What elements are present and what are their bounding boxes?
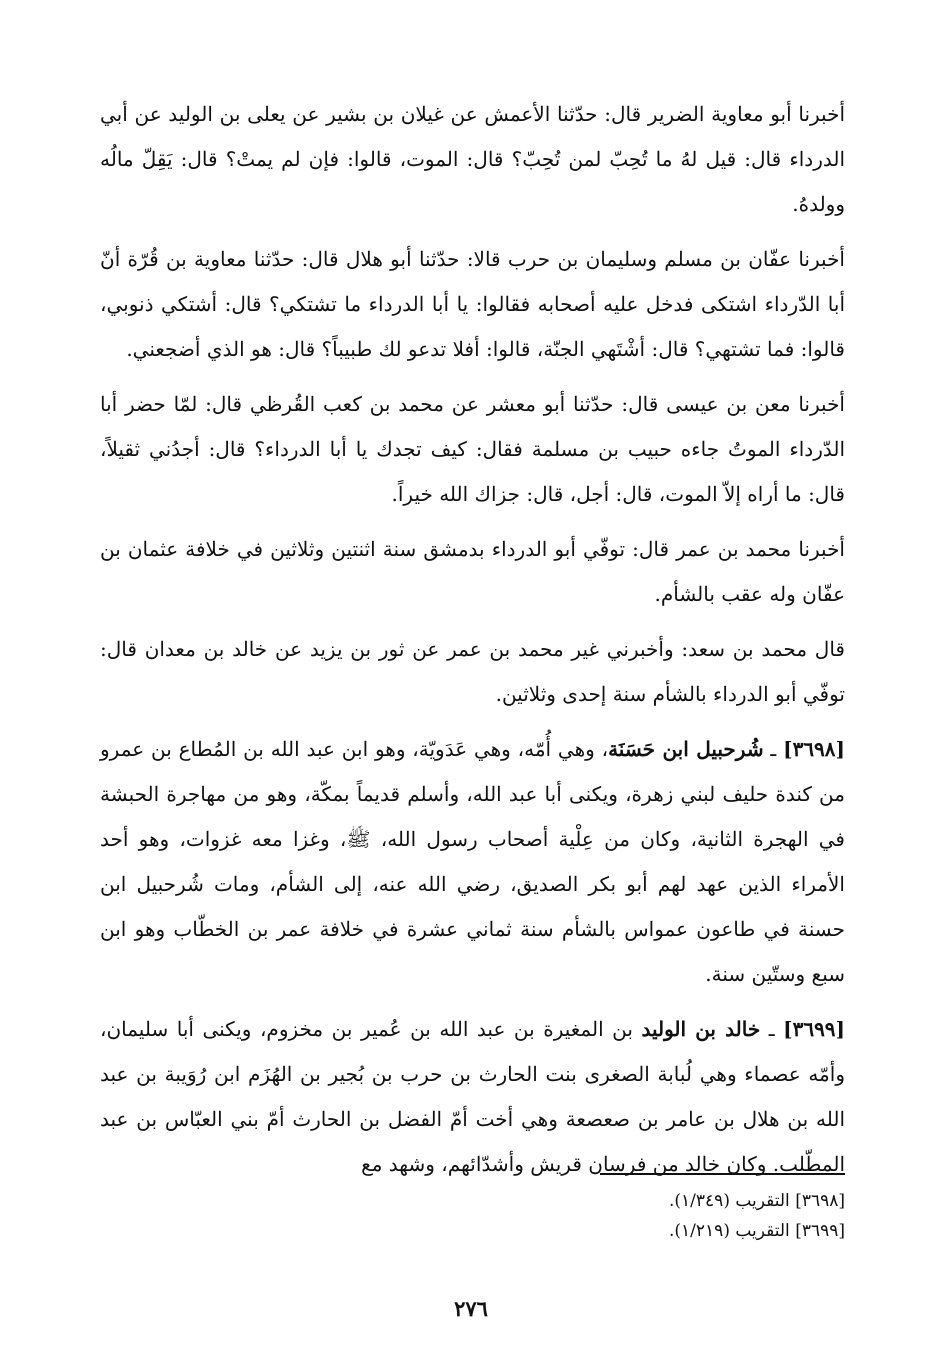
page-number: ٢٧٦ [454, 1296, 488, 1321]
paragraph-abu-muawiya: أخبرنا أبو معاوية الضرير قال: حدّثنا الأعمش عن غيلان بن بشير عن يعلى بن الوليد عن أبي الدرداء قال: قيل لهُ ما تُحِبّ لمن تُحِبّ؟ قال: الموت، قالوا: فإن لم يمتْ؟ قال: يَقِلّ مالُه وولدهُ. [100, 102, 845, 216]
paragraph-affan: أخبرنا عفّان بن مسلم وسليمان بن حرب قالا: حدّثنا أبو هلال قال: حدّثنا معاوية بن قُرّة أنّ أبا الدّرداء اشتكى فدخل عليه أصحابه فقالوا: يا أبا الدرداء ما تشتكي؟ قال: أشتكي ذنوبي، قالوا: فما تشتهي؟ قال: أشْتَهي الجنّة، قالوا: أفلا تدعو لك طبيباً؟ قال: هو الذي أضجعني. [100, 247, 845, 361]
paragraph-maan: أخبرنا معن بن عيسى قال: حدّثنا أبو معشر عن محمد بن كعب القُرظي قال: لمّا حضر أبا الدّرداء الموتُ جاءه حبيب بن مسلمة فقال: كيف تجدك يا أبا الدرداء؟ قال: أجدُني ثقيلاً، قال: ما أراه إلاّ الموت، قال: أجل، قال: جزاك الله خيراً. [100, 392, 845, 506]
footnote-3699: [٣٦٩٩] التقريب (١/٢١٩). [669, 1221, 845, 1241]
paragraph-muhammad-umar: أخبرنا محمد بن عمر قال: توفّي أبو الدرداء بدمشق سنة اثنتين وثلاثين في خلافة عثمان بن عفّان وله عقب بالشأم. [100, 537, 845, 606]
entry-number: [٣٦٩٩] [783, 1017, 846, 1041]
entry-3698: [٣٦٩٨] ـ شُرحبيل ابن حَسَنَة، وهي أُمّه، وهي عَدَويّة، وهو ابن عبد الله بن المُطاع بن عمرو من كندة حليف لبني زهرة، ويكنى أبا عبد الله، وأسلم قديماً بمكّة، وهو من مهاجرة الحبشة في الهجرة الثانية، وكان من عِلْية أصحاب رسول الله، ﷺ، وغزا معه غزوات، وهو أحد الأمراء الذين عهد لهم أبو بكر الصديق، رضي الله عنه، إلى الشأم، ومات شُرحبيل ابن حسنة في طاعون عمواس بالشأم سنة ثماني عشرة في خلافة عمر بن الخطّاب وهو ابن سبع وستّين سنة. [100, 737, 845, 986]
entry-text: ، وهي أُمّه، وهي عَدَويّة، وهو ابن عبد الله بن المُطاع بن عمرو من كندة حليف لبني زهرة، ويكنى أبا عبد الله، وأسلم قديماً بمكّة، وهو من مهاجرة الحبشة في الهجرة الثانية، وكان من عِلْية أصحاب رسول الله، ﷺ، وغزا معه غزوات، وهو أحد الأمراء الذين عهد لهم أبو بكر الصديق، رضي الله عنه، إلى الشأم، ومات شُرحبيل ابن حسنة في طاعون عمواس بالشأم سنة ثماني عشرة في خلافة عمر بن الخطّاب وهو ابن سبع وستّين سنة. [100, 737, 845, 986]
entry-3699: [٣٦٩٩] ـ خالد بن الوليد بن المغيرة بن عبد الله بن عُمير بن مخزوم، ويكنى أبا سليمان، وأمّه عصماء وهي لُبابة الصغرى بنت الحارث بن حرب بن بُجير بن الهُزَم ابن رُوَيبة بن عبد الله بن هلال بن عامر بن صعصعة وهي أخت أمّ الفضل بن الحارث أمّ بني العبّاس بن عبد المطّلب. وكان خالد من فرسان قريش وأشدّائهم، وشهد مع [100, 1017, 846, 1176]
entry-number: [٣٦٩٨] [783, 737, 845, 761]
paragraph-ibn-saad: قال محمد بن سعد: وأخبرني غير محمد بن عمر عن ثور بن يزيد عن خالد بن معدان قال: توفّي أبو الدرداء بالشأم سنة إحدى وثلاثين. [100, 637, 845, 706]
footnote-divider [600, 1173, 845, 1175]
footnote-3698: [٣٦٩٨] التقريب (١/٣٤٩). [669, 1191, 845, 1211]
entry-name: شُرحبيل ابن حَسَنَة [608, 737, 764, 761]
entry-name: خالد بن الوليد [641, 1017, 761, 1041]
footnotes [420, 1186, 845, 1246]
entry-text: بن المغيرة بن عبد الله بن عُمير بن مخزوم، ويكنى أبا سليمان، وأمّه عصماء وهي لُبابة الصغرى بنت الحارث بن حرب بن بُجير بن الهُزَم ابن رُوَيبة بن عبد الله بن هلال بن عامر بن صعصعة وهي أخت أمّ الفضل بن الحارث أمّ بني العبّاس بن عبد المطّلب. وكان خالد من فرسان قريش وأشدّائهم، وشهد مع [100, 1017, 845, 1176]
main-text [100, 92, 845, 1197]
